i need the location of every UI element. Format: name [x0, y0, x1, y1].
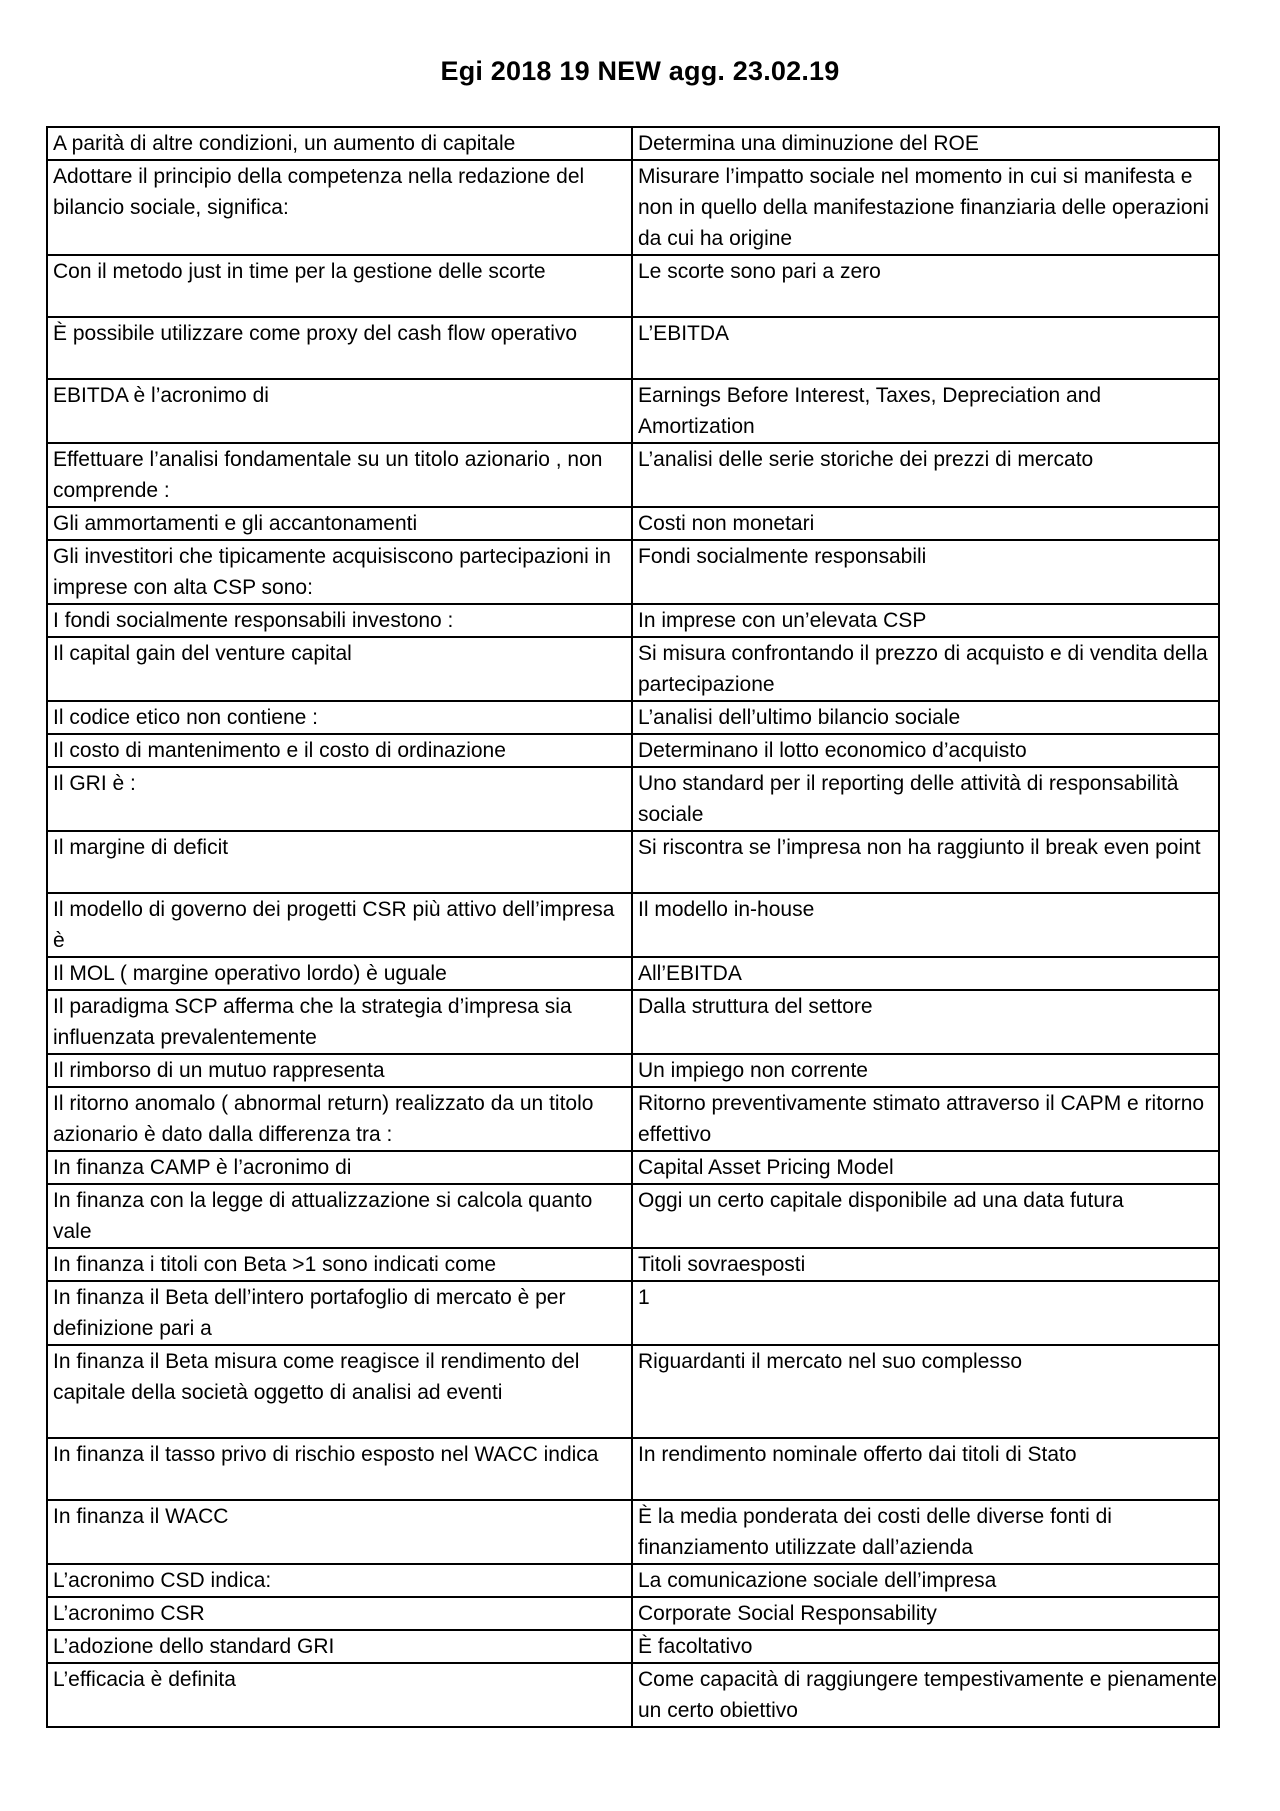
question-cell: In finanza il WACC	[47, 1500, 632, 1564]
answer-cell: Determina una diminuzione del ROE	[632, 127, 1219, 160]
question-cell: In finanza i titoli con Beta >1 sono indicati come	[47, 1248, 632, 1281]
qa-table	[46, 126, 1220, 1728]
table-row	[47, 379, 1219, 443]
answer-cell: Costi non monetari	[632, 507, 1219, 540]
question-cell: Adottare il principio della competenza nella redazione del bilancio sociale, significa:	[47, 160, 632, 255]
question-cell: Il paradigma SCP afferma che la strategia d’impresa sia influenzata prevalentemente	[47, 990, 632, 1054]
question-cell: Con il metodo just in time per la gestione delle scorte	[47, 255, 632, 317]
question-cell: In finanza il Beta misura come reagisce il rendimento del capitale della società oggetto di analisi ad eventi	[47, 1345, 632, 1438]
question-cell: In finanza il Beta dell’intero portafoglio di mercato è per definizione pari a	[47, 1281, 632, 1345]
table-row	[47, 637, 1219, 701]
question-cell: L’adozione dello standard GRI	[47, 1630, 632, 1663]
answer-cell: L’analisi delle serie storiche dei prezzi di mercato	[632, 443, 1219, 507]
answer-cell: Come capacità di raggiungere tempestivamente e pienamente un certo obiettivo	[632, 1663, 1219, 1727]
question-cell: Il MOL ( margine operativo lordo) è uguale	[47, 957, 632, 990]
answer-cell: Un impiego non corrente	[632, 1054, 1219, 1087]
answer-cell: Oggi un certo capitale disponibile ad una data futura	[632, 1184, 1219, 1248]
table-row	[47, 957, 1219, 990]
question-cell: In finanza con la legge di attualizzazione si calcola quanto vale	[47, 1184, 632, 1248]
question-cell: Il ritorno anomalo ( abnormal return) realizzato da un titolo azionario è dato dalla differenza tra :	[47, 1087, 632, 1151]
answer-cell: Titoli sovraesposti	[632, 1248, 1219, 1281]
table-row	[47, 831, 1219, 893]
answer-cell: L’EBITDA	[632, 317, 1219, 379]
question-cell: Gli investitori che tipicamente acquisiscono partecipazioni in imprese con alta CSP sono:	[47, 540, 632, 604]
question-cell: Il margine di deficit	[47, 831, 632, 893]
table-row	[47, 540, 1219, 604]
answer-cell: All’EBITDA	[632, 957, 1219, 990]
question-cell: Effettuare l’analisi fondamentale su un titolo azionario , non comprende :	[47, 443, 632, 507]
answer-cell: Si misura confrontando il prezzo di acquisto e di vendita della partecipazione	[632, 637, 1219, 701]
answer-cell: Capital Asset Pricing Model	[632, 1151, 1219, 1184]
answer-cell: Uno standard per il reporting delle attività di responsabilità sociale	[632, 767, 1219, 831]
answer-cell: Ritorno preventivamente stimato attraverso il CAPM e ritorno effettivo	[632, 1087, 1219, 1151]
table-row	[47, 1151, 1219, 1184]
question-cell: In finanza CAMP è l’acronimo di	[47, 1151, 632, 1184]
question-cell: Il rimborso di un mutuo rappresenta	[47, 1054, 632, 1087]
table-row	[47, 767, 1219, 831]
table-row	[47, 1281, 1219, 1345]
question-cell: Il GRI è :	[47, 767, 632, 831]
table-row	[47, 893, 1219, 957]
answer-cell: La comunicazione sociale dell’impresa	[632, 1564, 1219, 1597]
answer-cell: Riguardanti il mercato nel suo complesso	[632, 1345, 1219, 1438]
table-row	[47, 1184, 1219, 1248]
answer-cell: Determinano il lotto economico d’acquisto	[632, 734, 1219, 767]
question-cell: EBITDA è l’acronimo di	[47, 379, 632, 443]
answer-cell: È la media ponderata dei costi delle diverse fonti di finanziamento utilizzate dall’azienda	[632, 1500, 1219, 1564]
question-cell: A parità di altre condizioni, un aumento di capitale	[47, 127, 632, 160]
answer-cell: Si riscontra se l’impresa non ha raggiunto il break even point	[632, 831, 1219, 893]
question-cell: L’acronimo CSR	[47, 1597, 632, 1630]
question-cell: In finanza il tasso privo di rischio esposto nel WACC indica	[47, 1438, 632, 1500]
answer-cell: 1	[632, 1281, 1219, 1345]
table-row	[47, 1345, 1219, 1438]
table-row	[47, 604, 1219, 637]
question-cell: Il costo di mantenimento e il costo di ordinazione	[47, 734, 632, 767]
table-row	[47, 443, 1219, 507]
table-row	[47, 1564, 1219, 1597]
question-cell: Gli ammortamenti e gli accantonamenti	[47, 507, 632, 540]
table-row	[47, 1500, 1219, 1564]
answer-cell: In imprese con un’elevata CSP	[632, 604, 1219, 637]
table-row	[47, 1597, 1219, 1630]
table-row	[47, 701, 1219, 734]
answer-cell: Il modello in-house	[632, 893, 1219, 957]
table-row	[47, 160, 1219, 255]
answer-cell: Le scorte sono pari a zero	[632, 255, 1219, 317]
answer-cell: Earnings Before Interest, Taxes, Depreciation and Amortization	[632, 379, 1219, 443]
table-row	[47, 1054, 1219, 1087]
question-cell: Il capital gain del venture capital	[47, 637, 632, 701]
qa-table-body	[47, 127, 1219, 1727]
question-cell: È possibile utilizzare come proxy del cash flow operativo	[47, 317, 632, 379]
answer-cell: Corporate Social Responsability	[632, 1597, 1219, 1630]
question-cell: L’acronimo CSD indica:	[47, 1564, 632, 1597]
table-row	[47, 1438, 1219, 1500]
question-cell: Il codice etico non contiene :	[47, 701, 632, 734]
table-row	[47, 127, 1219, 160]
answer-cell: Misurare l’impatto sociale nel momento in cui si manifesta e non in quello della manifestazione finanziaria delle operazioni da cui ha origine	[632, 160, 1219, 255]
table-row	[47, 990, 1219, 1054]
question-cell: L’efficacia è definita	[47, 1663, 632, 1727]
answer-cell: In rendimento nominale offerto dai titoli di Stato	[632, 1438, 1219, 1500]
page-title: Egi 2018 19 NEW agg. 23.02.19	[440, 56, 840, 86]
table-row	[47, 255, 1219, 317]
table-row	[47, 1663, 1219, 1727]
table-row	[47, 507, 1219, 540]
table-row	[47, 1630, 1219, 1663]
table-row	[47, 1087, 1219, 1151]
table-row	[47, 1248, 1219, 1281]
answer-cell: Fondi socialmente responsabili	[632, 540, 1219, 604]
answer-cell: L’analisi dell’ultimo bilancio sociale	[632, 701, 1219, 734]
answer-cell: È facoltativo	[632, 1630, 1219, 1663]
question-cell: Il modello di governo dei progetti CSR più attivo dell’impresa è	[47, 893, 632, 957]
answer-cell: Dalla struttura del settore	[632, 990, 1219, 1054]
table-row	[47, 317, 1219, 379]
table-row	[47, 734, 1219, 767]
question-cell: I fondi socialmente responsabili investono :	[47, 604, 632, 637]
